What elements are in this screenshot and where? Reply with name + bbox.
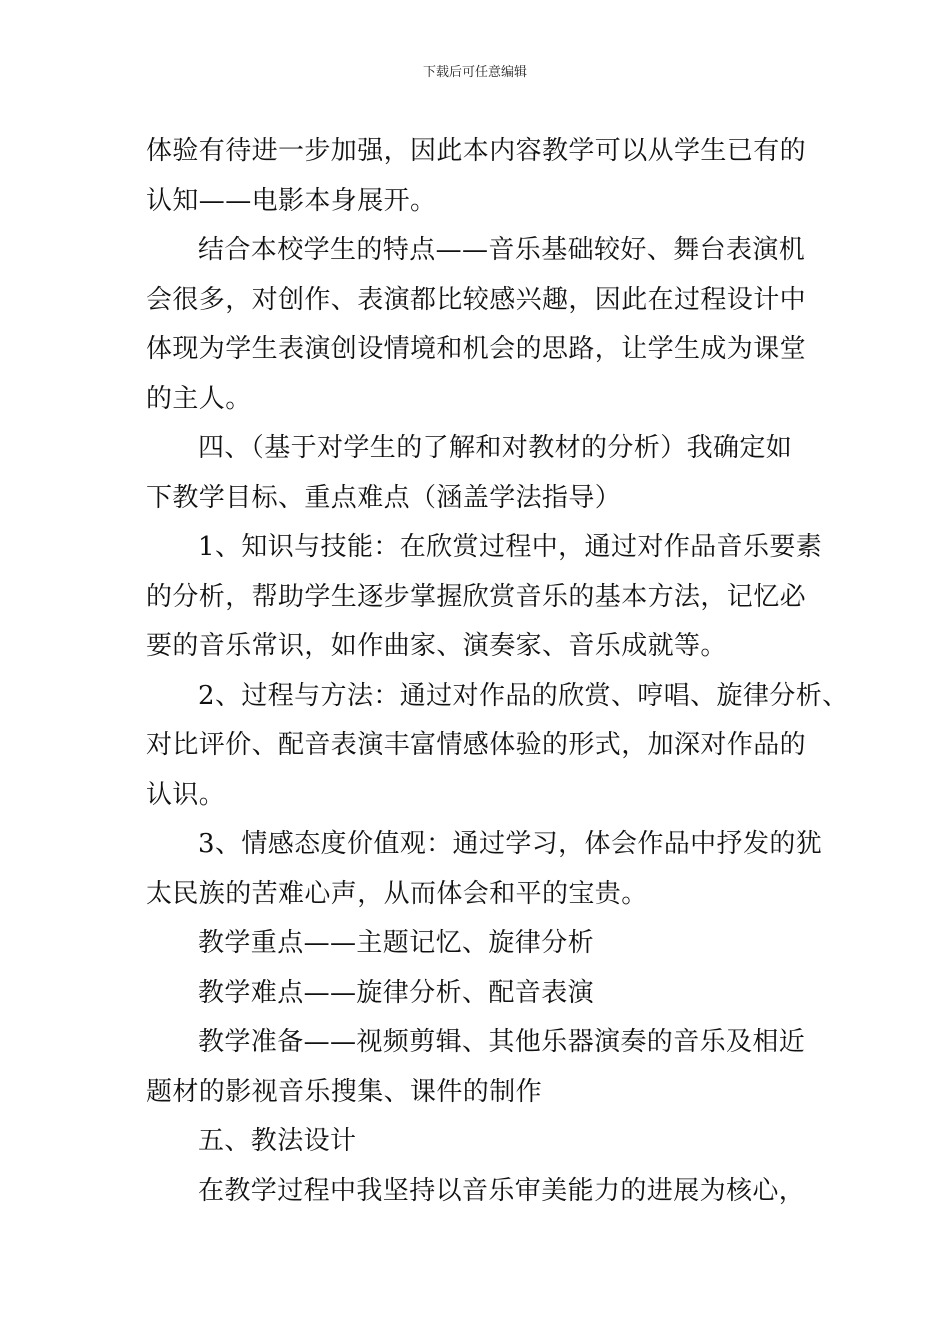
- text-line-7: 四、（基于对学生的了解和对教材的分析）我确定如: [198, 433, 793, 463]
- text-line-8: 下教学目标、重点难点（涵盖学法指导）: [146, 482, 622, 513]
- text-line-16: 太民族的苦难心声，从而体会和平的宝贵。: [146, 878, 648, 909]
- text-line-10: 的分析，帮助学生逐步掌握欣赏音乐的基本方法，记忆必: [146, 581, 807, 612]
- text-line-15: 3、情感态度价值观：通过学习，体会作品中抒发的犹: [198, 829, 823, 859]
- text-line-2: 认知——电影本身展开。: [146, 185, 437, 216]
- page-header: 下载后可任意编辑: [422, 65, 527, 80]
- text-line-11: 要的音乐常识，如作曲家、演奏家、音乐成就等。: [146, 631, 727, 661]
- text-line-1: 体验有待进一步加强，因此本内容教学可以从学生已有的: [146, 136, 807, 166]
- document-body: [146, 127, 849, 1216]
- text-line-4: 会很多，对创作、表演都比较感兴趣，因此在过程设计中: [146, 284, 807, 315]
- text-line-12: 2、过程与方法：通过对作品的欣赏、哼唱、旋律分析、: [198, 680, 849, 711]
- text-line-13: 对比评价、配音表演丰富情感体验的形式，加深对作品的: [146, 730, 807, 760]
- text-line-5: 体现为学生表演创设情境和机会的思路，让学生成为课堂: [146, 334, 807, 364]
- text-line-21: 五、教法设计: [198, 1126, 357, 1156]
- text-line-22: 在教学过程中我坚持以音乐审美能力的进展为核心，: [198, 1175, 806, 1206]
- text-line-17: 教学重点——主题记忆、旋律分析: [198, 928, 595, 958]
- text-line-6: 的主人。: [146, 383, 252, 414]
- text-line-3: 结合本校学生的特点——音乐基础较好、舞台表演机: [198, 235, 806, 265]
- text-line-18: 教学难点——旋律分析、配音表演: [198, 977, 595, 1008]
- text-line-20: 题材的影视音乐搜集、课件的制作: [146, 1076, 543, 1107]
- text-line-9: 1、知识与技能：在欣赏过程中，通过对作品音乐要素: [198, 532, 823, 562]
- text-line-14: 认识。: [146, 779, 226, 810]
- text-line-19: 教学准备——视频剪辑、其他乐器演奏的音乐及相近: [198, 1027, 806, 1057]
